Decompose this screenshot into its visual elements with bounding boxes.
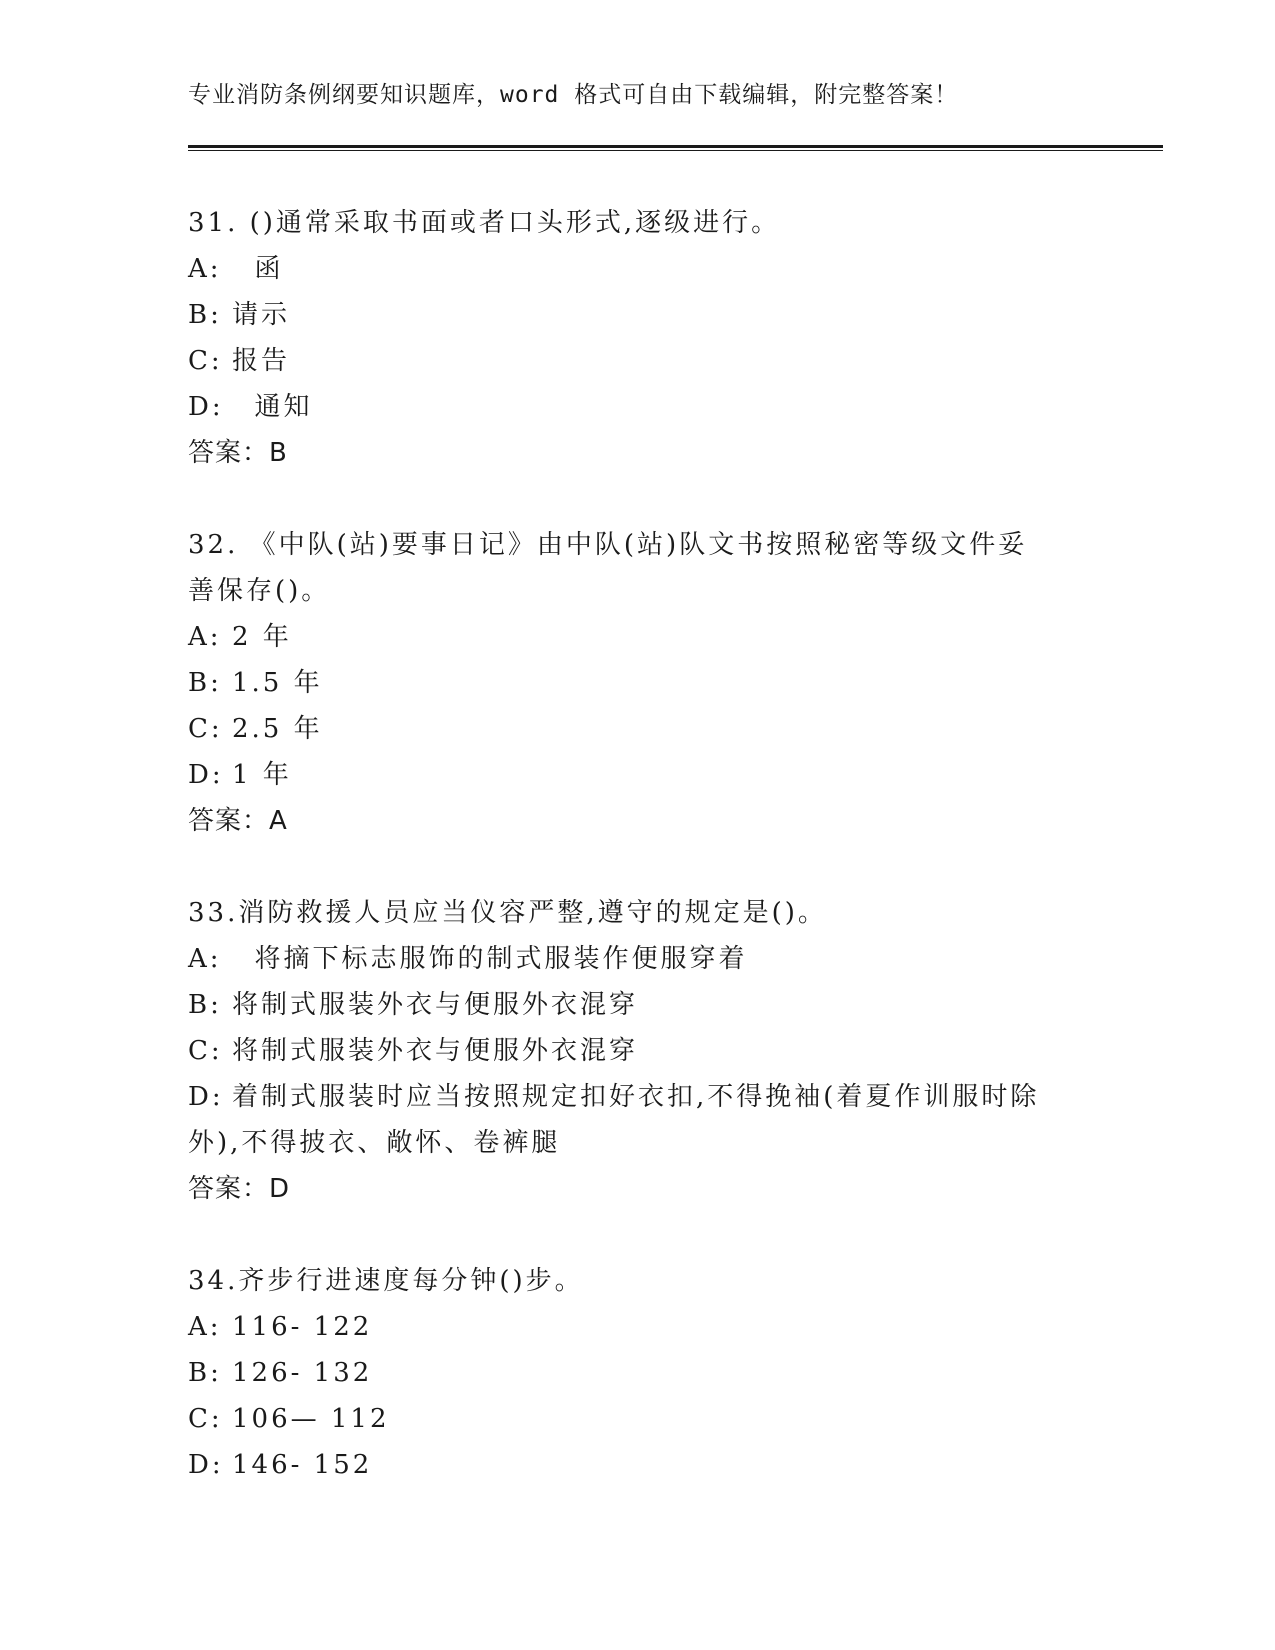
answer-line: 答案：B bbox=[188, 438, 288, 468]
header-divider bbox=[188, 145, 1163, 151]
option-letter: B: bbox=[188, 1358, 222, 1388]
option-d bbox=[188, 752, 1088, 798]
option-letter: C: bbox=[188, 714, 223, 744]
option-letter: D: bbox=[188, 760, 224, 790]
question-stem: 31. ()通常采取书面或者口头形式,逐级进行。 bbox=[188, 208, 781, 238]
question-list bbox=[188, 200, 1088, 1534]
option-letter: C: bbox=[188, 346, 223, 376]
option-letter: D: bbox=[188, 1450, 224, 1480]
option-b bbox=[188, 292, 1088, 338]
option-letter: A: bbox=[188, 622, 222, 652]
option-letter: B: bbox=[188, 668, 222, 698]
option-text: 将制式服装外衣与便服外衣混穿 bbox=[232, 990, 639, 1020]
option-d bbox=[188, 1442, 1088, 1488]
option-letter: D: bbox=[188, 392, 224, 422]
header-divider-thin bbox=[188, 150, 1163, 151]
option-text: 126- 132 bbox=[232, 1358, 373, 1388]
option-d bbox=[188, 1074, 1048, 1166]
question-34 bbox=[188, 1258, 1088, 1488]
option-letter: A: bbox=[188, 254, 222, 284]
option-text: 1.5 年 bbox=[232, 668, 323, 698]
question-31 bbox=[188, 200, 1088, 476]
answer-line: 答案：A bbox=[188, 806, 288, 836]
page-header-text: 专业消防条例纲要知识题库，word 格式可自由下载编辑，附完整答案！ bbox=[188, 82, 959, 108]
option-b bbox=[188, 660, 1088, 706]
option-text: 请示 bbox=[232, 300, 291, 330]
option-c bbox=[188, 1396, 1088, 1442]
question-33 bbox=[188, 890, 1088, 1212]
option-text: 106— 112 bbox=[232, 1404, 390, 1434]
option-c bbox=[188, 706, 1088, 752]
option-b bbox=[188, 1350, 1088, 1396]
option-text: 116- 122 bbox=[232, 1312, 373, 1342]
option-text: 将制式服装外衣与便服外衣混穿 bbox=[232, 1036, 639, 1066]
option-b bbox=[188, 982, 1088, 1028]
option-a bbox=[188, 246, 1088, 292]
option-text: 2 年 bbox=[232, 622, 292, 652]
option-text: 1 年 bbox=[232, 760, 292, 790]
option-text: 2.5 年 bbox=[232, 714, 323, 744]
option-text: 146- 152 bbox=[232, 1450, 373, 1480]
option-letter: C: bbox=[188, 1036, 223, 1066]
option-letter: B: bbox=[188, 300, 222, 330]
question-stem: 32. 《中队(站)要事日记》由中队(站)队文书按照秘密等级文件妥善保存()。 bbox=[188, 530, 1028, 606]
option-a bbox=[188, 614, 1088, 660]
question-stem: 34.齐步行进速度每分钟()步。 bbox=[188, 1266, 584, 1296]
option-a bbox=[188, 936, 1088, 982]
option-letter: C: bbox=[188, 1404, 223, 1434]
option-text: 着制式服装时应当按照规定扣好衣扣,不得挽袖(着夏作训服时除外),不得披衣、敞怀、卷裤腿 bbox=[188, 1082, 1040, 1158]
option-text: 报告 bbox=[232, 346, 291, 376]
option-a bbox=[188, 1304, 1088, 1350]
option-letter: A: bbox=[188, 944, 222, 974]
question-stem: 33.消防救援人员应当仪容严整,遵守的规定是()。 bbox=[188, 898, 827, 928]
option-text: 将摘下标志服饰的制式服装作便服穿着 bbox=[232, 944, 748, 974]
option-text: 函 bbox=[232, 254, 284, 284]
option-c bbox=[188, 338, 1088, 384]
option-letter: A: bbox=[188, 1312, 222, 1342]
answer-line: 答案：D bbox=[188, 1174, 291, 1204]
option-text: 通知 bbox=[232, 392, 313, 422]
question-32 bbox=[188, 522, 1088, 844]
option-c bbox=[188, 1028, 1088, 1074]
option-letter: D: bbox=[188, 1082, 224, 1112]
option-d bbox=[188, 384, 1088, 430]
header-divider-thick bbox=[188, 145, 1163, 148]
option-letter: B: bbox=[188, 990, 222, 1020]
